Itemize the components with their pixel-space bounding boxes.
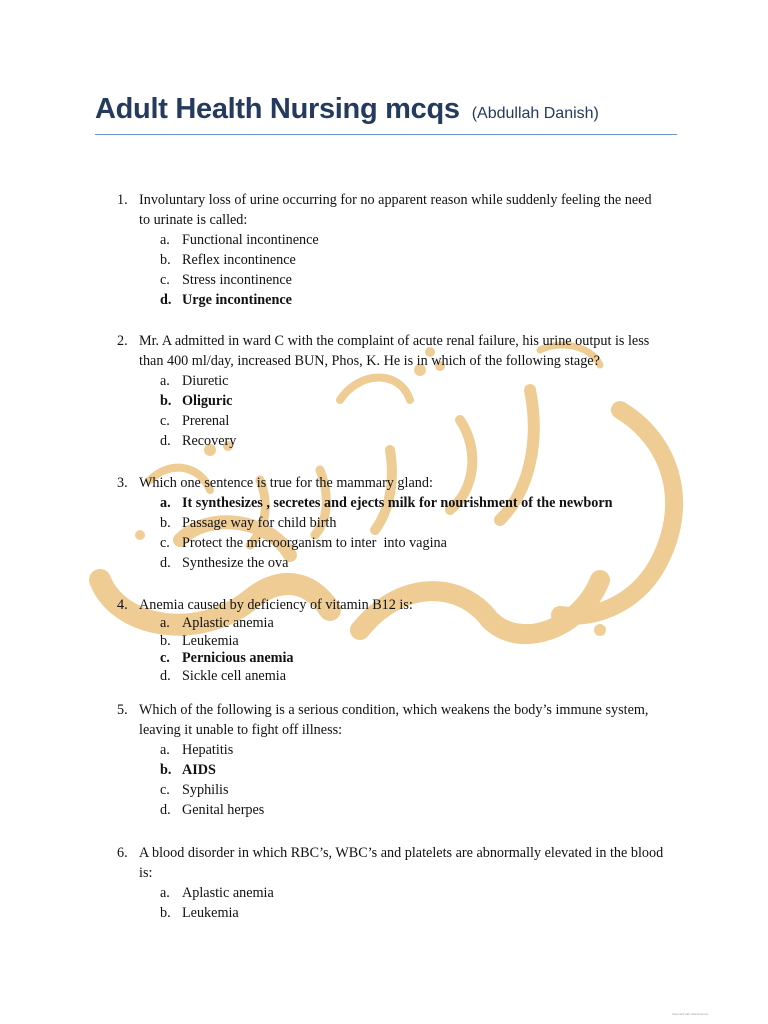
option-text: Leukemia xyxy=(182,905,239,921)
question-number: 1. xyxy=(117,192,128,208)
option-letter: d. xyxy=(160,555,171,571)
option-text: Diuretic xyxy=(182,373,229,389)
options xyxy=(160,740,665,820)
option-d xyxy=(160,431,665,451)
title-underline xyxy=(95,134,677,135)
option-letter: c. xyxy=(160,650,170,666)
option-letter: d. xyxy=(160,667,171,684)
option-c xyxy=(160,411,665,431)
option-d xyxy=(160,553,665,573)
option-a xyxy=(160,615,665,633)
title-row xyxy=(95,93,677,126)
scanner-watermark: Scanned with CamScanner xyxy=(672,1012,709,1016)
option-letter: a. xyxy=(160,615,170,631)
option-text: Passage way for child birth xyxy=(182,515,337,531)
option-c xyxy=(160,650,665,668)
option-b xyxy=(160,633,665,651)
question-text: Anemia caused by deficiency of vitamin B12 is: xyxy=(139,597,413,613)
question-number: 2. xyxy=(117,333,128,349)
option-text: Aplastic anemia xyxy=(182,885,274,901)
option-letter: d. xyxy=(160,433,171,449)
option-letter: b. xyxy=(160,515,171,531)
question-6 xyxy=(117,843,665,923)
document-header xyxy=(95,93,677,135)
option-a xyxy=(160,230,665,250)
option-letter: c. xyxy=(160,782,170,798)
option-letter: a. xyxy=(160,495,171,511)
options xyxy=(160,371,665,451)
question-number: 3. xyxy=(117,475,128,491)
option-a xyxy=(160,371,665,391)
option-text: It synthesizes , secretes and ejects milk for nourishment of the newborn xyxy=(182,495,613,511)
option-d xyxy=(160,290,665,310)
option-text: Aplastic anemia xyxy=(182,615,274,631)
option-letter: a. xyxy=(160,742,170,758)
option-b xyxy=(160,391,665,411)
question-2 xyxy=(117,331,665,451)
option-a xyxy=(160,493,665,513)
option-text: Synthesize the ova xyxy=(182,555,289,571)
question-1 xyxy=(117,190,665,310)
option-letter: a. xyxy=(160,885,170,901)
option-b xyxy=(160,903,665,923)
option-text: Genital herpes xyxy=(182,802,265,818)
option-text: Prerenal xyxy=(182,413,230,429)
options xyxy=(160,615,665,685)
option-text: Oliguric xyxy=(182,393,233,409)
option-c xyxy=(160,270,665,290)
option-letter: b. xyxy=(160,632,171,649)
option-letter: c. xyxy=(160,272,170,288)
option-d xyxy=(160,668,665,686)
option-text: Sickle cell anemia xyxy=(182,667,286,684)
question-text: Which of the following is a serious condition, which weakens the body’s immune system, leaving it unable to fight off illness: xyxy=(139,702,649,738)
option-letter: a. xyxy=(160,373,170,389)
question-number: 4. xyxy=(117,597,128,613)
option-text: Functional incontinence xyxy=(182,232,319,248)
option-text: Syphilis xyxy=(182,782,229,798)
option-text: Recovery xyxy=(182,433,237,449)
option-letter: d. xyxy=(160,292,172,308)
option-text: AIDS xyxy=(182,762,216,778)
question-5 xyxy=(117,700,665,820)
option-letter: d. xyxy=(160,802,171,818)
option-text: Urge incontinence xyxy=(182,292,292,308)
options xyxy=(160,230,665,310)
option-c xyxy=(160,780,665,800)
question-text: Mr. A admitted in ward C with the complaint of acute renal failure, his urine output is less than 400 ml/day, increased BUN, Phos, K. He is in which of the following stage? xyxy=(139,333,650,369)
author-name: (Abdullah Danish) xyxy=(471,105,599,122)
option-a xyxy=(160,883,665,903)
question-text: A blood disorder in which RBC’s, WBC’s and platelets are abnormally elevated in the blood is: xyxy=(139,845,664,881)
option-text: Stress incontinence xyxy=(182,272,292,288)
question-3 xyxy=(117,473,665,573)
options xyxy=(160,883,665,923)
option-b xyxy=(160,250,665,270)
option-letter: b. xyxy=(160,393,172,409)
question-number: 5. xyxy=(117,702,128,718)
option-letter: c. xyxy=(160,413,170,429)
option-letter: a. xyxy=(160,232,170,248)
option-d xyxy=(160,800,665,820)
option-a xyxy=(160,740,665,760)
option-c xyxy=(160,533,665,553)
question-text: Involuntary loss of urine occurring for no apparent reason while suddenly feeling the need to urinate is called: xyxy=(139,192,652,228)
option-letter: b. xyxy=(160,905,171,921)
option-text: Pernicious anemia xyxy=(182,650,294,666)
option-text: Hepatitis xyxy=(182,742,234,758)
option-letter: b. xyxy=(160,252,171,268)
question-text: Which one sentence is true for the mammary gland: xyxy=(139,475,433,491)
question-number: 6. xyxy=(117,845,128,861)
option-text: Reflex incontinence xyxy=(182,252,296,268)
option-text: Leukemia xyxy=(182,632,239,649)
page-title: Adult Health Nursing mcqs xyxy=(95,93,460,125)
option-letter: c. xyxy=(160,535,170,551)
option-b xyxy=(160,513,665,533)
option-text: Protect the microorganism to inter into vagina xyxy=(182,535,447,551)
question-4 xyxy=(117,595,665,685)
options xyxy=(160,493,665,573)
option-b xyxy=(160,760,665,780)
option-letter: b. xyxy=(160,762,172,778)
